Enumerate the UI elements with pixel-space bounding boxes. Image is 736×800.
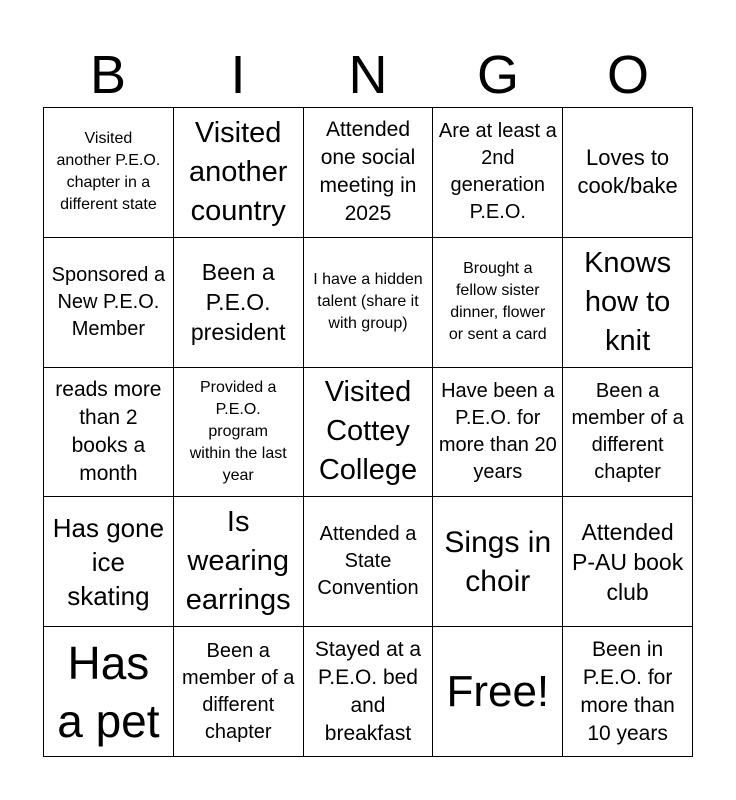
header-letter-i: I bbox=[230, 45, 246, 105]
header-letter-n: N bbox=[348, 45, 388, 105]
bingo-cell[interactable] bbox=[433, 368, 563, 498]
cell-text: Sponsored a New P.E.O. Member bbox=[51, 263, 166, 340]
cell-text: Has a pet bbox=[57, 636, 160, 747]
bingo-cell[interactable] bbox=[304, 627, 434, 757]
cell-text: Visited another country bbox=[189, 116, 288, 227]
cell-text: Sings in choir bbox=[444, 525, 552, 598]
bingo-cell[interactable] bbox=[433, 238, 563, 368]
header-letter-o: O bbox=[606, 45, 649, 105]
cell-text: Loves to cook/bake bbox=[577, 145, 678, 199]
cell-text: Been a member of a different chapter bbox=[182, 639, 295, 743]
bingo-cell[interactable] bbox=[433, 108, 563, 238]
cell-text: Attended P-AU book club bbox=[571, 518, 684, 605]
bingo-cell[interactable] bbox=[563, 497, 693, 627]
cell-text: Been a member of a different chapter bbox=[571, 379, 684, 483]
cell-text: Visited Cottey College bbox=[318, 376, 418, 487]
header-letter-b: B bbox=[89, 45, 127, 105]
bingo-cell[interactable] bbox=[563, 108, 693, 238]
bingo-cell[interactable] bbox=[174, 108, 304, 238]
free-space-cell[interactable] bbox=[433, 627, 563, 757]
cell-text: Are at least a 2nd generation P.E.O. bbox=[438, 120, 557, 224]
cell-text: Attended a State Convention bbox=[317, 523, 419, 600]
bingo-cell[interactable] bbox=[174, 368, 304, 498]
bingo-cell[interactable] bbox=[433, 497, 563, 627]
bingo-header bbox=[43, 44, 693, 106]
cell-text: Brought a fellow sister dinner, flower or sent a card bbox=[448, 260, 547, 344]
bingo-card bbox=[43, 107, 693, 757]
bingo-cell[interactable] bbox=[44, 108, 174, 238]
cell-text: Is wearing earrings bbox=[185, 506, 291, 617]
cell-text: Knows how to knit bbox=[584, 246, 672, 357]
bingo-cell[interactable] bbox=[174, 497, 304, 627]
bingo-cell[interactable] bbox=[44, 497, 174, 627]
cell-text: reads more than 2 books a month bbox=[55, 377, 162, 485]
bingo-cell[interactable] bbox=[304, 368, 434, 498]
cell-text: Provided a P.E.O. program within the last year bbox=[189, 378, 287, 484]
cell-text: Has gone ice skating bbox=[52, 512, 165, 611]
bingo-cell[interactable] bbox=[44, 368, 174, 498]
bingo-cell[interactable] bbox=[563, 368, 693, 498]
cell-text: Visited another P.E.O. chapter in a different state bbox=[56, 130, 161, 214]
bingo-cell[interactable] bbox=[304, 238, 434, 368]
bingo-cell[interactable] bbox=[304, 108, 434, 238]
bingo-cell[interactable] bbox=[304, 497, 434, 627]
bingo-cell[interactable] bbox=[563, 238, 693, 368]
bingo-cell[interactable] bbox=[563, 627, 693, 757]
cell-text: Have been a P.E.O. for more than 20 years bbox=[438, 379, 557, 483]
bingo-cell[interactable] bbox=[44, 238, 174, 368]
header-letter-g: G bbox=[476, 45, 519, 105]
cell-text: I have a hidden talent (share it with group) bbox=[313, 271, 423, 333]
cell-text: Attended one social meeting in 2025 bbox=[319, 118, 417, 226]
bingo-cell[interactable] bbox=[174, 238, 304, 368]
cell-text: Been a P.E.O. president bbox=[190, 259, 286, 346]
bingo-cell[interactable] bbox=[44, 627, 174, 757]
cell-text: Stayed at a P.E.O. bed and breakfast bbox=[314, 637, 422, 745]
free-space-label: Free! bbox=[446, 666, 550, 716]
bingo-cell[interactable] bbox=[174, 627, 304, 757]
cell-text: Been in P.E.O. for more than 10 years bbox=[580, 637, 675, 745]
